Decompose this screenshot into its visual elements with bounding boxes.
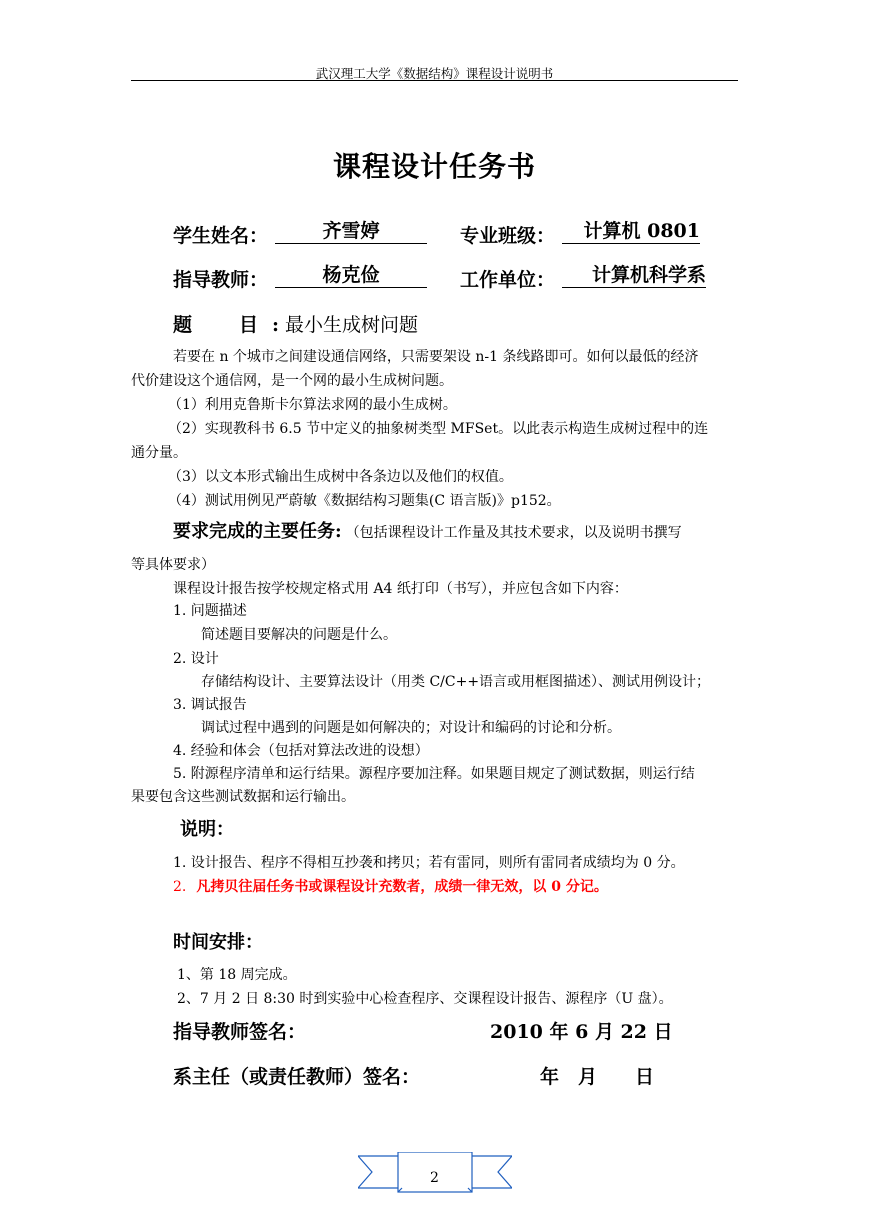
page-title: 课程设计任务书 xyxy=(332,150,536,183)
topic-line xyxy=(173,310,418,337)
description-line: （1）利用克鲁斯卡尔算法求网的最小生成树。 xyxy=(168,397,457,413)
running-header: 武汉理工大学《数据结构》课程设计说明书 xyxy=(315,66,554,81)
task-item: 5. 附源程序清单和运行结果。源程序要加注释。如果题目规定了测试数据，则运行结 xyxy=(173,766,695,782)
teacher-label: 指导教师： xyxy=(173,269,269,291)
major-class-field xyxy=(562,219,700,244)
topic-label: 题 目 xyxy=(173,314,273,336)
description-line: （2）实现教科书 6.5 节中定义的抽象树类型 MFSet。以此表示构造生成树过程中的连 xyxy=(168,421,709,437)
work-unit-value: 计算机科学系 xyxy=(562,263,706,288)
dean-signature-label: 系主任（或责任教师）签名： xyxy=(173,1066,421,1088)
note-item-2 xyxy=(173,876,608,896)
notes-heading: 说明： xyxy=(180,819,234,840)
student-name-field xyxy=(275,219,427,244)
schedule-heading: 时间安排： xyxy=(173,932,263,953)
task-item: 简述题目要解决的问题是什么。 xyxy=(201,627,397,643)
description-line: （3）以文本形式输出生成树中各条边以及他们的权值。 xyxy=(168,469,513,485)
note-item-2-text: 凡拷贝往届任务书或课程设计充数者，成绩一律无效，以 0 分记。 xyxy=(196,879,608,895)
dean-signature-date: 年 月 日 xyxy=(540,1066,655,1088)
topic-colon: : xyxy=(272,314,280,336)
tasks-heading-line xyxy=(173,517,682,543)
task-item: 1. 问题描述 xyxy=(173,603,247,619)
task-item: 果要包含这些测试数据和运行输出。 xyxy=(131,789,355,805)
teacher-value: 杨克俭 xyxy=(275,263,427,288)
task-item: 存储结构设计、主要算法设计（用类 C/C++语言或用框图描述）、测试用例设计； xyxy=(201,674,711,690)
task-item: 2. 设计 xyxy=(173,651,219,667)
teacher-signature-label: 指导教师签名： xyxy=(173,1021,307,1043)
student-name-value: 齐雪婷 xyxy=(275,219,427,244)
note-item-2-number: 2. xyxy=(173,879,187,895)
description-line: （4）测试用例见严蔚敏《数据结构习题集(C 语言版)》p152。 xyxy=(168,493,561,509)
tasks-note: （包括课程设计工作量及其技术要求，以及说明书撰写 xyxy=(345,525,682,541)
tasks-heading: 要求完成的主要任务: xyxy=(173,521,342,542)
teacher-field xyxy=(275,263,427,288)
note-item: 1. 设计报告、程序不得相互抄袭和拷贝；若有雷同，则所有雷同者成绩均为 0 分。 xyxy=(173,855,685,871)
work-unit-field xyxy=(562,263,706,288)
task-item: 3. 调试报告 xyxy=(173,697,247,713)
teacher-signature-date: 2010 年 6 月 22 日 xyxy=(490,1021,673,1043)
topic-value: 最小生成树问题 xyxy=(285,314,419,336)
tasks-intro: 课程设计报告按学校规定格式用 A4 纸打印（书写），并应包含如下内容： xyxy=(173,581,628,597)
major-class-label: 专业班级： xyxy=(460,225,556,247)
task-item: 4. 经验和体会（包括对算法改进的设想） xyxy=(173,743,429,759)
page-number: 2 xyxy=(430,1170,439,1186)
student-name-label: 学生姓名： xyxy=(173,225,269,247)
task-item: 调试过程中遇到的问题是如何解决的；对设计和编码的讨论和分析。 xyxy=(201,720,621,736)
header-rule xyxy=(131,80,738,81)
schedule-item: 1、第 18 周完成。 xyxy=(177,967,297,983)
description-line: 代价建设这个通信网，是一个网的最小生成树问题。 xyxy=(131,373,453,389)
description-line: 若要在 n 个城市之间建设通信网络，只需要架设 n-1 条线路即可。如何以最低的经济 xyxy=(173,349,699,365)
tasks-note-cont: 等具体要求） xyxy=(131,557,215,573)
work-unit-label: 工作单位： xyxy=(460,269,556,291)
major-class-value: 计算机 0801 xyxy=(562,219,700,244)
description-line: 通分量。 xyxy=(131,445,187,461)
schedule-item: 2、7 月 2 日 8:30 时到实验中心检查程序、交课程设计报告、源程序（U 盘）。 xyxy=(177,991,673,1007)
